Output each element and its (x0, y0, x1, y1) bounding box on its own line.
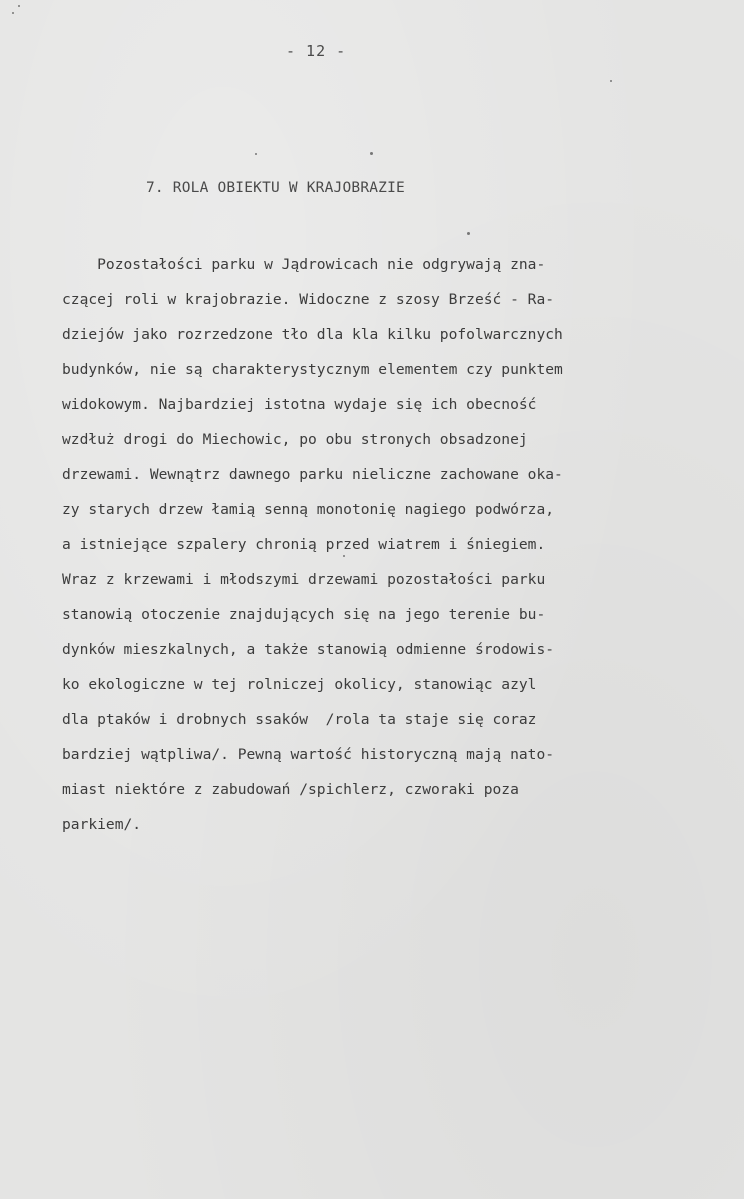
paragraph-line: stanowią otoczenie znajdujących się na jego terenie bu- (62, 606, 546, 623)
paper-speck (370, 152, 373, 155)
paper-speck (255, 153, 257, 155)
paragraph-line: a istniejące szpalery chronią przed wiatrem i śniegiem. (62, 536, 546, 553)
paragraph-line: drzewami. Wewnątrz dawnego parku nieliczne zachowane oka- (62, 466, 563, 483)
paragraph-line: budynków, nie są charakterystycznym elementem czy punktem (62, 361, 563, 378)
paragraph-line: parkiem/. (62, 816, 142, 833)
paragraph-line: Wraz z krzewami i młodszymi drzewami pozostałości parku (62, 571, 546, 588)
paper-speck (610, 80, 612, 82)
section-title: 7. ROLA OBIEKTU W KRAJOBRAZIE (146, 180, 405, 196)
paragraph-line: zy starych drzew łamią senną monotonię nagiego podwórza, (62, 501, 555, 518)
paragraph-line: miast niektóre z zabudowań /spichlerz, czworaki poza (62, 781, 519, 798)
paragraph-line: ko ekologiczne w tej rolniczej okolicy, stanowiąc azyl (62, 676, 537, 693)
paragraph-line: dla ptaków i drobnych ssaków /rola ta staje się coraz (62, 711, 537, 728)
paragraph-line: bardziej wątpliwa/. Pewną wartość historyczną mają nato- (62, 746, 555, 763)
paper-speck (343, 555, 345, 557)
paragraph-line: czącej roli w krajobrazie. Widoczne z szosy Brześć - Ra- (62, 291, 555, 308)
paragraph-line: dziejów jako rozrzedzone tło dla kla kilku pofolwarcznych (62, 326, 563, 343)
paragraph-line: widokowym. Najbardziej istotna wydaje się ich obecność (62, 396, 537, 413)
paper-speck (12, 12, 14, 14)
paper-speck (18, 5, 20, 7)
paper-speck (467, 232, 470, 235)
paragraph-line: Pozostałości parku w Jądrowicach nie odgrywają zna- (62, 256, 546, 273)
paragraph-line: wzdłuż drogi do Miechowic, po obu stronych obsadzonej (62, 431, 528, 448)
page-number: - 12 - (286, 42, 347, 60)
body-paragraph (62, 247, 682, 842)
paragraph-line: dynków mieszkalnych, a także stanowią odmienne środowis- (62, 641, 555, 658)
